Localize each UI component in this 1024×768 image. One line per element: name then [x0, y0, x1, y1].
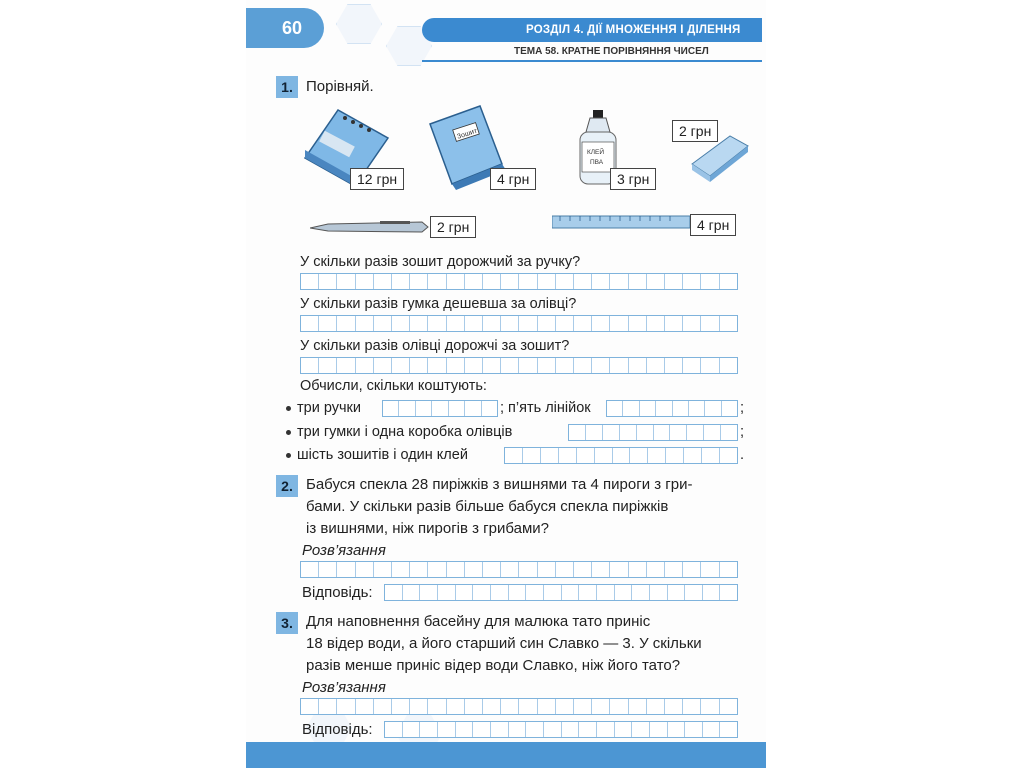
section-title: РОЗДІЛ 4. ДІЇ МНОЖЕННЯ І ДІЛЕННЯ — [422, 18, 762, 42]
bullet-3-text: шість зошитів і один клей — [297, 447, 468, 463]
footer-bar — [246, 742, 766, 768]
bullet-1-end: ; — [740, 400, 745, 416]
bullet-1-text-a: три ручки — [297, 400, 361, 416]
task-1-number: 1. — [276, 76, 298, 98]
notebook-cover-label: Зошит — [456, 127, 479, 141]
notebook-price: 4 грн — [490, 168, 536, 190]
answer-grid-q2[interactable] — [300, 315, 738, 332]
task-3-solution-label: Розв’язання — [302, 679, 386, 696]
pencil-box-price: 12 грн — [350, 168, 404, 190]
question-2: У скільки разів гумка дешевша за олівці? — [300, 296, 577, 312]
task-3-line-1: Для наповнення басейну для малюка тато приніс — [306, 613, 651, 630]
task-2-line-3: із вишнями, ніж пирогів з грибами? — [306, 520, 549, 537]
compute-title: Обчисли, скільки коштують: — [300, 378, 487, 394]
answer-grid-notebooks-glue[interactable] — [504, 447, 738, 464]
ruler-price: 4 грн — [690, 214, 736, 236]
hexagon-decoration — [336, 4, 382, 44]
task-2-answer-grid[interactable] — [384, 584, 738, 601]
task-2-answer-label: Відповідь: — [302, 584, 373, 601]
task-2-solution-grid[interactable] — [300, 561, 738, 578]
pen-image — [310, 218, 430, 241]
ruler-image — [552, 214, 692, 235]
task-3-solution-grid[interactable] — [300, 698, 738, 715]
task-1-title: Порівняй. — [306, 78, 374, 95]
bullet-3 — [286, 447, 468, 463]
question-3: У скільки разів олівці дорожчі за зошит? — [300, 338, 570, 354]
glue-label-line2: ПВА — [590, 159, 604, 166]
answer-grid-erasers-pencils[interactable] — [568, 424, 738, 441]
page-number-tab — [246, 8, 324, 48]
task-2-number: 2. — [276, 475, 298, 497]
glue-label-line1: КЛЕЙ — [587, 149, 605, 156]
pen-price: 2 грн — [430, 216, 476, 238]
page-number: 60 — [282, 18, 303, 38]
glue-price: 3 грн — [610, 168, 656, 190]
eraser-image — [690, 130, 750, 187]
bullet-1 — [286, 400, 361, 416]
answer-grid-three-pens[interactable] — [382, 400, 498, 417]
topic-title: ТЕМА 58. КРАТНЕ ПОРІВНЯННЯ ЧИСЕЛ — [514, 46, 709, 57]
bullet-2-end: ; — [740, 424, 745, 440]
task-3-line-3: разів менше приніс відер води Славко, ніж його тато? — [306, 657, 681, 674]
bullet-2-text: три гумки і одна коробка олівців — [297, 424, 513, 440]
task-2-line-2: бами. У скільки разів більше бабуся спекла пиріжків — [306, 498, 669, 515]
answer-grid-five-rulers[interactable] — [606, 400, 738, 417]
answer-grid-q1[interactable] — [300, 273, 738, 290]
task-3-number: 3. — [276, 612, 298, 634]
header-divider — [422, 60, 762, 62]
task-3-answer-grid[interactable] — [384, 721, 738, 738]
task-3-answer-label: Відповідь: — [302, 721, 373, 738]
workbook-page — [246, 0, 766, 768]
task-2-solution-label: Розв’язання — [302, 542, 386, 559]
bullet-1-text-b: ; п’ять лінійок — [500, 400, 591, 416]
answer-grid-q3[interactable] — [300, 357, 738, 374]
task-2-line-1: Бабуся спекла 28 пиріжків з вишнями та 4 пироги з гри- — [306, 476, 693, 493]
question-1: У скільки разів зошит дорожчий за ручку? — [300, 254, 581, 270]
bullet-3-end: . — [740, 447, 745, 463]
bullet-2 — [286, 424, 512, 440]
eraser-price: 2 грн — [672, 120, 718, 142]
task-3-line-2: 18 відер води, а його старший син Славко — 3. У скільки — [306, 635, 702, 652]
